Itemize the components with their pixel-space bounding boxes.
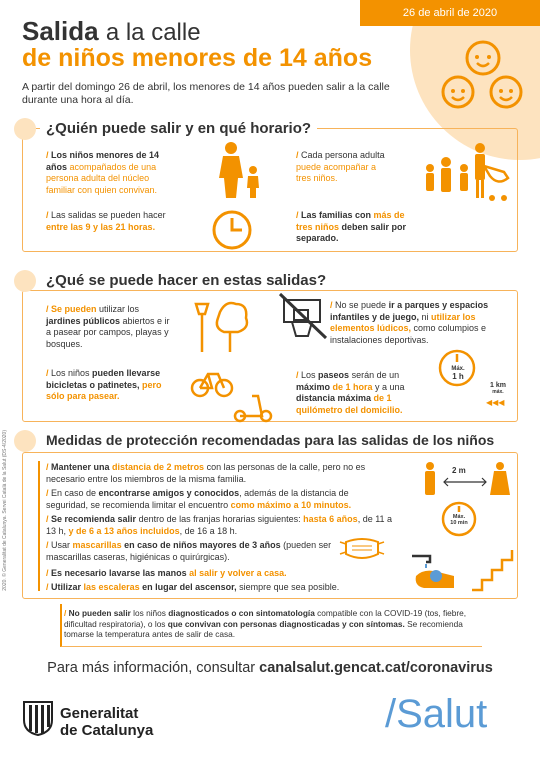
prot-item-1-orange: distancia de 2 metros <box>112 462 205 472</box>
more-info <box>0 660 540 676</box>
prot-item-3-mid: , de 11 a 13 h, <box>46 514 393 536</box>
what-item-4-bold2: máximo <box>296 381 331 392</box>
what-item-2: / Los niños pueden llevarse bicicletas o patinetes, pero sólo para pasear. <box>46 368 162 401</box>
what-item-1-bold: jardines públicos <box>46 315 121 326</box>
km-label <box>484 382 512 395</box>
prot-item-5: / Es necesario lavarse las manos al salir y volver a casa. <box>46 568 287 578</box>
who-item-4-bold: Las familias con <box>301 210 374 220</box>
hand-washing-icon <box>408 546 464 594</box>
who-item-1-bold: Los niños menores de 14 años <box>46 150 160 172</box>
prot-item-1-rest: con las personas de la calle, pero no es necesario entre los miembros de la misma familia. <box>46 462 366 484</box>
prot-item-6-tail: siempre que sea posible. <box>236 582 340 592</box>
section-dot-icon <box>14 430 36 452</box>
what-item-4-rest: serán de un <box>349 370 400 380</box>
who-item-3: / Cada persona adulta puede acompañar a tres niños. <box>296 150 385 183</box>
prot-item-2: / En caso de encontrarse amigos y conocidos, además de la distancia de seguridad, se recomienda limitar el encuentro como máximo a 10 minutos. <box>46 488 352 510</box>
what-item-4-bold: paseos <box>318 370 350 380</box>
what-item-2-pre: Los niños <box>51 368 93 378</box>
prot-item-2-pre: En caso de <box>51 488 99 498</box>
prot-item-4-bold: en caso de niños mayores de 3 años <box>121 540 281 550</box>
km-arrows-icon: ◀◀◀ <box>486 398 505 407</box>
who-item-1-orange: acompañados de una persona adulta del núcleo familiar con quien convivan. <box>46 161 158 195</box>
prot-item-4-orange: mascarillas <box>72 540 122 550</box>
page-subtitle: de niños menores de 14 años <box>22 44 373 72</box>
adult-child-icon <box>215 140 265 200</box>
more-info-link[interactable]: canalsalut.gencat.cat/coronavirus <box>259 660 493 676</box>
page-title <box>22 16 201 47</box>
prot-item-3: / Se recomienda salir dentro de las franjas horarias siguientes: hasta 6 años, de 11 a 13 h, y de 6 a 13 años incluidos, de 16 a 18 h. <box>46 514 393 536</box>
prot-item-6: / Utilizar las escaleras en lugar del ascensor, siempre que sea posible. <box>46 582 340 592</box>
prot-item-3-orange2: y de 6 a 13 años incluidos <box>68 525 180 536</box>
bike-scooter-icon <box>190 366 276 424</box>
generalitat-logo-icon <box>22 700 54 736</box>
who-item-4: / Las familias con más de tres niños deben salir por separado. <box>296 210 407 243</box>
clock-icon <box>210 208 254 252</box>
warning-bold3: que convivan con personas diagnosticadas y con síntomas. <box>167 618 405 629</box>
what-item-3-rest: ni <box>419 311 432 322</box>
warning-pre: los niños <box>130 608 169 618</box>
what-item-3-orange: utilizar los elementos lúdicos, <box>330 311 476 333</box>
who-item-3-orange: puede acompañar a tres niños. <box>296 161 377 183</box>
section-who-title: ¿Quién puede salir y en qué horario? <box>40 120 317 137</box>
what-item-2-bold: pueden llevarse bicicletas o patinetes, <box>46 368 161 390</box>
prot-item-3-tail: , de 16 a 18 h. <box>179 525 238 536</box>
date-badge: 26 de abril de 2020 <box>360 0 540 26</box>
what-item-4-mid: y a una <box>372 381 405 392</box>
warning-bold2: diagnosticados o con sintomatología <box>168 608 315 618</box>
protection-bar <box>38 461 40 591</box>
generalitat-name <box>60 705 153 739</box>
intro-text: A partir del domingo 26 de abril, los menores de 14 años pueden salir a la calle durante una hora al día. <box>22 81 390 106</box>
no-playground-icon <box>278 292 330 342</box>
prot-item-2-orange: como máximo a 10 minutos. <box>230 499 352 510</box>
park-icon <box>190 298 252 356</box>
who-item-4-rest: deben salir por separado. <box>296 221 407 243</box>
prot-item-4-pre: Usar <box>51 540 73 550</box>
km-sub: máx. <box>492 389 504 395</box>
km-value: 1 km <box>490 382 506 389</box>
max-time-label-1: Máx. <box>452 514 466 520</box>
prot-item-1-bold: Mantener una <box>51 462 113 472</box>
what-item-3-bold: ir a parques y espacios infantiles y de juego, <box>330 300 489 322</box>
stairs-icon <box>470 540 514 592</box>
what-item-1-pre: utilizar los <box>96 304 140 314</box>
salut-logo: /Salut <box>385 692 488 736</box>
who-item-2: / Las salidas se pueden hacer entre las 9 y las 21 horas. <box>46 210 166 232</box>
section-what-title: ¿Qué se puede hacer en estas salidas? <box>40 272 332 289</box>
what-item-3-tail: como columpios e instalaciones deportivas. <box>330 323 487 345</box>
family-stroller-icon <box>420 142 510 204</box>
gen-line-2: de Catalunya <box>60 722 154 739</box>
copyright-text: 2020. © Generalitat de Catalunya. Servei Català de la Salut (DS-4/2020) <box>2 430 8 591</box>
prot-item-3-orange: hasta 6 años <box>303 514 358 524</box>
prot-item-3-bold: Se recomienda salir <box>51 514 137 524</box>
mask-icon <box>338 536 386 562</box>
who-item-2-orange: entre las 9 y las 21 horas. <box>46 221 156 232</box>
title-rest: a la calle <box>105 19 201 46</box>
what-item-3: / No se puede ir a parques y espacios infantiles y de juego, ni utilizar los elementos lúdicos, como columpios e instalaciones deportivas. <box>330 300 489 345</box>
max-hour-label-1: Máx. <box>451 366 465 372</box>
section-dot-icon <box>14 270 36 292</box>
prot-item-6-bold: Utilizar <box>51 582 84 592</box>
warning-tail: Se recomienda tomarse la temperatura antes de salir de casa. <box>64 618 463 639</box>
what-item-4: / Los paseos serán de un máximo de 1 hora y a una distancia máxima de 1 quilómetro del domicilio. <box>296 370 405 415</box>
warning-bold: No pueden salir <box>68 608 131 618</box>
prot-item-2-bold: encontrarse amigos y conocidos <box>98 488 240 498</box>
what-item-1: / Se pueden utilizar los jardines públicos abiertos e ir a pasear por campos, playas y bosques. <box>46 304 170 349</box>
what-item-4-orange: de 1 hora <box>330 381 373 392</box>
children-faces-icon <box>438 34 528 118</box>
prot-item-1: / Mantener una distancia de 2 metros con las personas de la calle, pero no es necesario entre los miembros de la misma familia. <box>46 462 366 484</box>
who-item-1: / Los niños menores de 14 años acompañados de una persona adulta del núcleo familiar con quien convivan. <box>46 150 160 195</box>
what-item-4-orange2: de 1 quilómetro del domicilio. <box>296 393 403 415</box>
gen-line-1: Generalitat <box>60 705 139 722</box>
warning-rest: compatible con la COVID-19 (tos, fiebre, dificultad respiratoria), o los <box>64 608 467 629</box>
who-item-3-pre: Cada persona adulta <box>301 150 385 160</box>
prot-item-3-rest: dentro de las franjas horarias siguientes: <box>136 514 304 524</box>
section-protection-title: Medidas de protección recomendadas para las salidas de los niños <box>40 432 500 448</box>
more-info-text: Para más información, consultar <box>47 660 260 676</box>
what-item-1-orange: Se pueden <box>51 304 97 314</box>
warning-text: / No pueden salir los niños diagnosticados o con sintomatología compatible con la COVID-19 (tos, fiebre, dificultad respiratoria), o los que convivan con personas diagnosticadas y con síntomas. Se recomienda tomarse la temperatura antes de salir de casa. <box>64 608 467 639</box>
what-item-4-pre: Los <box>301 370 319 380</box>
copyright-vertical <box>2 430 12 730</box>
prot-item-2-rest: , además de la distancia de seguridad, se recomienda limitar el encuentro <box>46 488 349 510</box>
prot-item-4-rest: (pueden ser mascarillas caseras, higiénicas o quirúrgicas). <box>46 540 332 562</box>
max-time-label <box>446 514 472 526</box>
what-item-1-rest: abiertos e ir a pasear por campos, playas y bosques. <box>46 315 170 349</box>
prot-item-4: / Usar mascarillas en caso de niños mayores de 3 años (pueden ser mascarillas caseras, higiénicas o quirúrgicas). <box>46 540 332 562</box>
max-hour-label <box>446 366 470 381</box>
prot-item-6-orange: las escaleras <box>83 582 140 592</box>
max-hour-label-2: 1 h <box>452 372 464 381</box>
who-item-2-pre: Las salidas se pueden hacer <box>51 210 166 220</box>
prot-item-6-rest: en lugar del ascensor, <box>139 582 237 592</box>
distance-icon <box>418 460 514 500</box>
title-bold: Salida <box>22 16 99 46</box>
what-item-3-pre: No se puede <box>335 300 389 310</box>
what-item-2-orange: pero sólo para pasear. <box>46 379 162 401</box>
section-dot-icon <box>14 118 36 140</box>
who-item-4-orange: más de tres niños <box>296 210 405 232</box>
max-time-label-2: 10 min <box>450 520 468 526</box>
prot-item-5-bold: Es necesario lavarse las manos <box>51 568 187 578</box>
distance-label: 2 m <box>452 466 466 475</box>
prot-item-5-orange: al salir y volver a casa. <box>186 568 287 578</box>
what-item-4-bold3: distancia máxima <box>296 393 372 403</box>
